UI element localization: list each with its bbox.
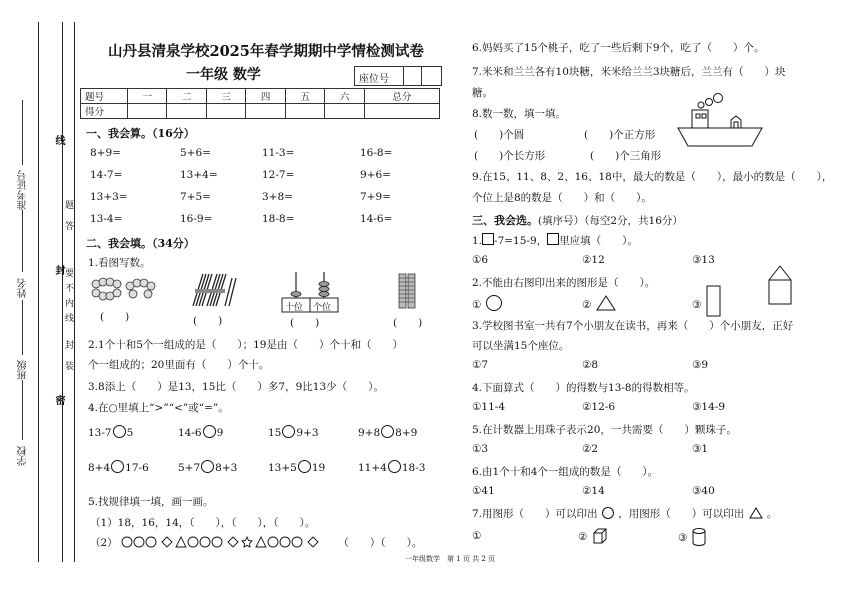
triangle-icon xyxy=(748,506,764,520)
question-2-3: 3.8添上（ ）是13，15比（ ）多7，9比13少（ ）。 xyxy=(88,381,384,393)
choice-option[interactable]: ③ xyxy=(678,527,707,547)
circle-icon xyxy=(601,506,615,520)
question-2-6: 6.妈妈买了15个桃子，吃了一些后剩下9个，吃了（ ）个。 xyxy=(472,42,765,54)
binding-text-3: 封装 xyxy=(63,340,73,370)
choice-3-line2: 可以坐满15个座位。 xyxy=(472,340,570,352)
section-3-heading: 三、我会选。(填序号）（每空2分，共16分） xyxy=(472,214,683,227)
abacus-ones-label: 个位 xyxy=(313,303,332,313)
choice-4: 4.下面算式（ ）的得数与13-8的得数相等。 xyxy=(472,382,695,394)
class-label: 班级 xyxy=(18,360,29,380)
score-cell: 二 xyxy=(167,89,206,104)
square-box-icon xyxy=(547,233,559,245)
exam-subtitle: 一年级 数学 xyxy=(186,67,261,83)
calc-problem[interactable]: 7+5= xyxy=(180,191,211,203)
choice-2: 2.不能由右图印出来的图形是（ ）。 xyxy=(472,277,656,289)
score-table xyxy=(80,88,440,119)
square-box-icon xyxy=(482,233,494,245)
calc-problem[interactable]: 13+4= xyxy=(180,169,218,181)
calc-problem[interactable]: 8+9= xyxy=(90,147,121,159)
compare-item[interactable]: 5+7 8+3 xyxy=(178,462,238,474)
binding-mark-mi: 密 xyxy=(53,395,64,405)
stick-bundles-image xyxy=(185,270,240,310)
calc-problem[interactable]: 16-8= xyxy=(360,147,393,159)
compare-item[interactable]: 13+5 19 xyxy=(268,462,326,474)
question-2-2-line1: 2.1个十和5个一组成的是（ ）；19是由（ ）个十和（ ） xyxy=(88,339,403,351)
choice-option[interactable]: ①6 xyxy=(472,254,489,266)
choice-option[interactable]: ③40 xyxy=(692,485,715,497)
choice-option[interactable]: ①3 xyxy=(472,443,489,455)
choice-option[interactable]: ②14 xyxy=(582,485,605,497)
question-2-4: 4.在○里填上“>”“<”或“=”。 xyxy=(88,402,229,414)
compare-item[interactable]: 11+4 18-3 xyxy=(358,462,426,474)
choice-option[interactable]: ③ xyxy=(692,284,723,318)
cylinder-icon xyxy=(691,527,707,547)
score-input[interactable] xyxy=(325,104,364,119)
choice-option[interactable]: ① xyxy=(472,294,503,312)
calc-problem[interactable]: 7+9= xyxy=(360,191,391,203)
score-cell: 四 xyxy=(246,89,285,104)
ship-figure-image xyxy=(676,92,766,152)
choice-option[interactable]: ① xyxy=(472,530,482,542)
section-2-heading: 二、我会填。（34分） xyxy=(86,237,195,250)
score-cell: 三 xyxy=(206,89,245,104)
score-input[interactable] xyxy=(206,104,245,119)
choice-option[interactable]: ③13 xyxy=(692,254,715,266)
score-cell: 六 xyxy=(325,89,364,104)
circle-icon xyxy=(485,294,503,312)
shape-pattern-image xyxy=(121,536,335,548)
compare-item[interactable]: 8+4 17-6 xyxy=(88,462,149,474)
choice-option[interactable]: ②2 xyxy=(582,443,599,455)
question-2-7-line1: 7.米米和兰兰各有10块糖，米米给兰兰3块糖后，兰兰有（ ）块 xyxy=(472,66,786,78)
score-table-header-row xyxy=(81,89,440,104)
binding-mark-feng: 封 xyxy=(53,265,64,275)
choice-option[interactable]: ② xyxy=(582,294,617,312)
blank-answer[interactable]: ( ) xyxy=(290,317,320,329)
exam-title: 山丹县清泉学校2025年春学期期中学情检测试卷 xyxy=(108,43,424,60)
binding-text-1: 题答 xyxy=(63,200,73,230)
blank-answer[interactable]: ( ) xyxy=(193,315,223,327)
choice-7: 7.用图形（ ）可以印出 ，用图形（ ）可以印出 。 xyxy=(472,508,778,520)
compare-circle-blank xyxy=(381,425,394,438)
abacus-tens-label: 十位 xyxy=(285,303,304,313)
calc-problem[interactable]: 13-4= xyxy=(90,213,123,225)
choice-option[interactable]: ② xyxy=(578,527,609,545)
calc-problem[interactable]: 3+8= xyxy=(262,191,293,203)
school-field[interactable] xyxy=(22,380,23,440)
compare-circle-blank xyxy=(298,460,311,473)
question-2-5-2: （2） （ ）（ ）。 xyxy=(90,537,423,549)
name-label: 姓名 xyxy=(18,278,29,298)
pentagon-prism-image xyxy=(766,264,794,306)
seat-number-box[interactable] xyxy=(354,66,442,86)
choice-option[interactable]: ②8 xyxy=(582,359,599,371)
count-item[interactable]: ( )个正方形 xyxy=(584,129,656,141)
question-2-2-line2: 个一组成的；20里面有（ ）个十。 xyxy=(88,359,270,371)
cube-icon xyxy=(591,527,609,545)
calc-problem[interactable]: 11-3= xyxy=(262,147,295,159)
compare-item[interactable]: 9+8 8+9 xyxy=(358,427,418,439)
choice-6: 6.由1个十和4个一组成的数是（ ）。 xyxy=(472,466,659,478)
seat-number-label: 座位号 xyxy=(359,74,389,85)
score-cell: 题号 xyxy=(81,89,128,104)
rectangle-icon xyxy=(705,284,723,318)
calc-problem[interactable]: 13+3= xyxy=(90,191,128,203)
choice-option[interactable]: ①11-4 xyxy=(472,401,506,413)
score-input[interactable] xyxy=(246,104,285,119)
score-cell: 得分 xyxy=(81,104,128,119)
exam-number-field[interactable] xyxy=(22,100,23,165)
count-item[interactable]: ( )个三角形 xyxy=(590,150,662,162)
binding-line-outer xyxy=(38,22,39,562)
class-field[interactable] xyxy=(22,300,23,355)
school-label: 学校 xyxy=(18,446,29,466)
choice-5: 5.在计数器上用珠子表示20，一共需要（ ）颗珠子。 xyxy=(472,424,737,436)
cube-blocks-image xyxy=(396,270,420,312)
choice-option[interactable]: ③9 xyxy=(692,359,709,371)
bead-strings-image xyxy=(88,274,163,304)
choice-option[interactable]: ②12 xyxy=(582,254,605,266)
binding-mark-xian: 线 xyxy=(53,135,64,145)
blank-answer[interactable]: ( ) xyxy=(100,311,130,323)
calc-problem[interactable]: 14-7= xyxy=(90,169,123,181)
compare-circle-blank xyxy=(111,460,124,473)
compare-circle-blank xyxy=(201,460,214,473)
score-input[interactable] xyxy=(167,104,206,119)
name-field[interactable] xyxy=(22,210,23,272)
count-item[interactable]: ( )个圆 xyxy=(474,129,525,141)
question-2-8: 8.数一数，填一填。 xyxy=(472,108,567,120)
score-cell: 一 xyxy=(128,89,167,104)
triangle-icon xyxy=(595,294,617,312)
calc-problem[interactable]: 16-9= xyxy=(180,213,213,225)
binding-line-third xyxy=(74,22,75,562)
score-input[interactable] xyxy=(285,104,324,119)
choice-option[interactable]: ③14-9 xyxy=(692,401,726,413)
calc-problem[interactable]: 9+6= xyxy=(360,169,391,181)
question-2-1: 1.看图写数。 xyxy=(88,257,151,269)
compare-item[interactable]: 15 9+3 xyxy=(268,427,319,439)
score-table-score-row xyxy=(81,104,440,119)
score-input[interactable] xyxy=(364,104,439,119)
binding-text-2: 要不内线 xyxy=(63,268,73,322)
page-footer: 一年级数学 第 1 页 共 2 页 xyxy=(405,555,496,563)
blank-answer[interactable]: ( ) xyxy=(393,317,423,329)
choice-option[interactable]: ①7 xyxy=(472,359,489,371)
question-2-5: 5.找规律填一填，画一画。 xyxy=(88,496,214,508)
choice-3-line1: 3.学校图书室一共有7个小朋友在读书，再来（ ）个小朋友，正好 xyxy=(472,320,794,332)
question-2-7-line2: 糖。 xyxy=(472,87,493,99)
calc-problem[interactable]: 5+6= xyxy=(180,147,211,159)
section-1-heading: 一、我会算。（16分） xyxy=(86,127,195,140)
compare-item[interactable]: 13-7 5 xyxy=(88,427,134,439)
choice-option[interactable]: ①41 xyxy=(472,485,495,497)
calc-problem[interactable]: 14-6= xyxy=(360,213,393,225)
compare-circle-blank xyxy=(203,425,216,438)
question-2-5-1: （1）18，16，14，（ ），（ ），（ ）。 xyxy=(90,517,316,529)
compare-circle-blank xyxy=(113,425,126,438)
choice-option[interactable]: ③1 xyxy=(692,443,709,455)
score-cell: 五 xyxy=(285,89,324,104)
choice-1: 1. -7=15-9， 里应填（ ）。 xyxy=(472,235,638,247)
calc-problem[interactable]: 12-7= xyxy=(262,169,295,181)
compare-item[interactable]: 14-6 9 xyxy=(178,427,224,439)
choice-option[interactable]: ②12-6 xyxy=(582,401,616,413)
score-cell: 总分 xyxy=(364,89,439,104)
question-2-9-line1: 9.在15、11、8、2、16、18中，最大的数是（ ），最小的数是（ ）， xyxy=(472,171,833,183)
score-input[interactable] xyxy=(128,104,167,119)
count-item[interactable]: ( )个长方形 xyxy=(474,150,546,162)
calc-problem[interactable]: 18-8= xyxy=(262,213,295,225)
compare-circle-blank xyxy=(282,425,295,438)
question-2-9-line2: 个位上是8的数是（ ）和（ ）。 xyxy=(472,192,652,204)
compare-circle-blank xyxy=(388,460,401,473)
exam-number-label: 准考证号 xyxy=(18,170,29,210)
